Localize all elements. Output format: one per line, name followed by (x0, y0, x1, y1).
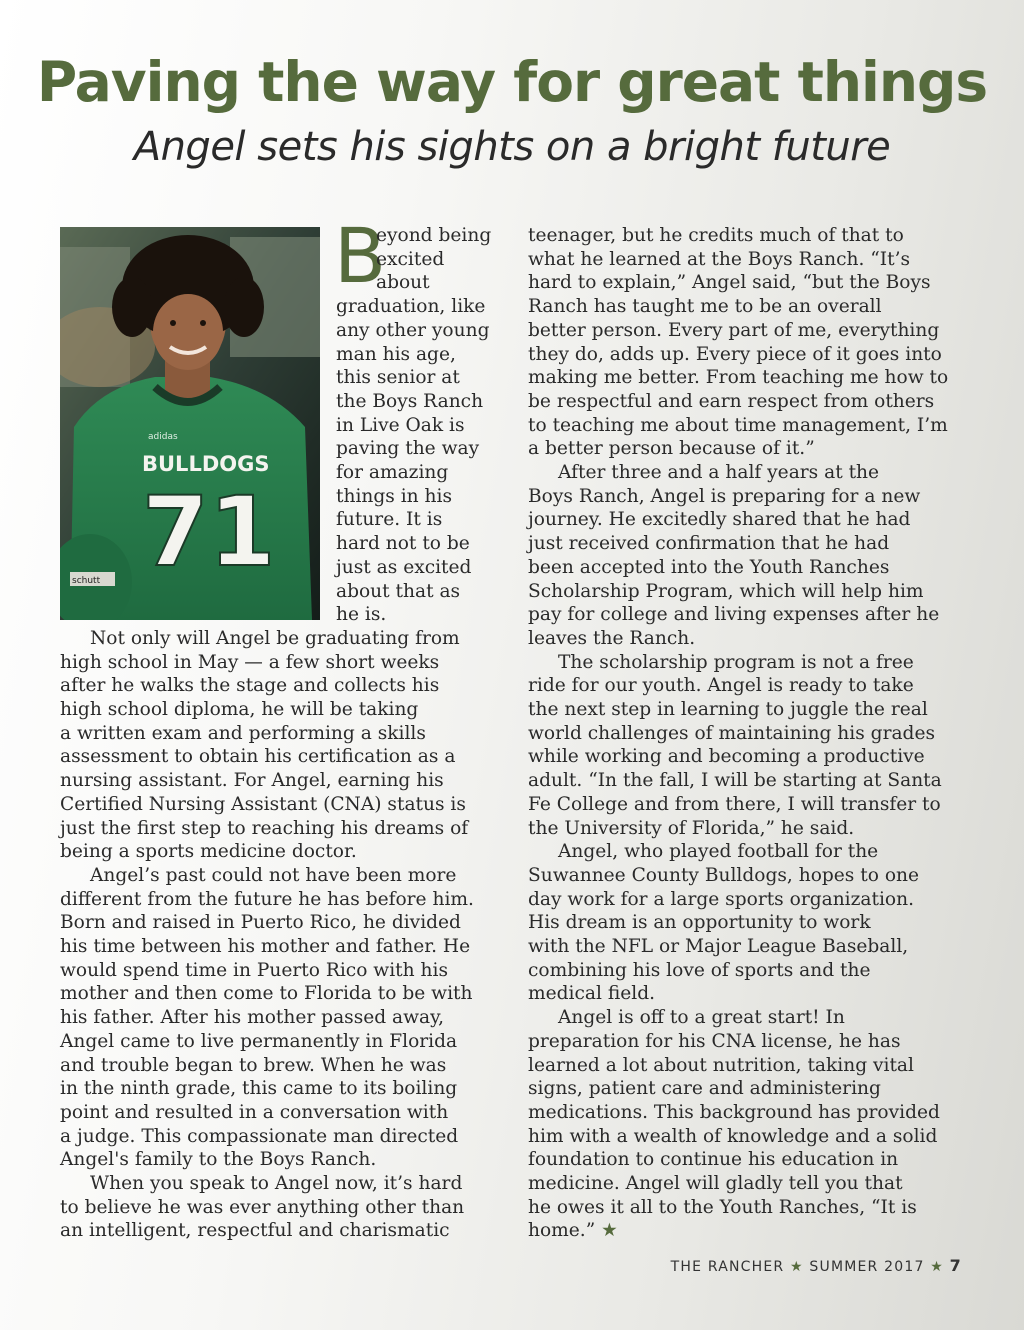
article-line: medications. This background has provided (528, 1101, 940, 1123)
article-line: a written exam and performing a skills (60, 722, 426, 744)
article-line: things in his (336, 485, 453, 507)
article-line: After three and a half years at the (558, 462, 880, 483)
article-line: graduation, like (336, 296, 486, 318)
article-line: a better person because of it.” (528, 438, 815, 460)
article-line: for amazing (336, 462, 449, 483)
helmet-brand: schutt (72, 576, 101, 586)
article-line: to teaching me about time management, I’m (528, 414, 948, 436)
article-line: Scholarship Program, which will help him (528, 580, 924, 602)
article-line: His dream is an opportunity to work (528, 912, 871, 934)
article-line: The scholarship program is not a free (558, 651, 914, 673)
star-icon: ★ (790, 1259, 804, 1275)
jersey-text: BULLDOGS (142, 452, 270, 476)
article-line: after he walks the stage and collects his (60, 675, 440, 697)
article-line: being a sports medicine doctor. (60, 841, 357, 863)
article-line: Born and raised in Puerto Rico, he divided (60, 912, 461, 934)
article-line: with the NFL or Major League Baseball, (528, 936, 909, 957)
page-number: 7 (949, 1256, 962, 1275)
article-line: Boys Ranch, Angel is preparing for a new (528, 485, 921, 507)
article-line: a judge. This compassionate man directed (60, 1125, 459, 1147)
article-line: been accepted into the Youth Ranches (528, 556, 890, 578)
article-line: about (376, 272, 430, 294)
article-line: while working and becoming a productive (528, 746, 925, 768)
article-line: would spend time in Puerto Rico with his (60, 959, 448, 981)
article-line: just as excited (336, 556, 472, 578)
article-line: preparation for his CNA license, he has (528, 1030, 901, 1052)
article-line: future. It is (336, 509, 443, 531)
article-line: ride for our youth. Angel is ready to take (528, 675, 914, 697)
article-line: Suwannee County Bulldogs, hopes to one (528, 864, 920, 886)
article-line: hard to explain,” Angel said, “but the Boys (528, 272, 931, 294)
article-line: world challenges of maintaining his grades (528, 722, 936, 744)
jersey-number: 71 (142, 476, 276, 588)
article-line: he is. (336, 604, 387, 626)
article-line: they do, adds up. Every piece of it goes into (528, 343, 942, 365)
article-line: Not only will Angel be graduating from (90, 627, 460, 649)
athlete-photo (60, 227, 320, 620)
article-line: combining his love of sports and the (528, 959, 871, 981)
article-line: Angel's family to the Boys Ranch. (60, 1149, 377, 1171)
article-line: medical field. (528, 983, 656, 1005)
article-line: eyond being (376, 225, 492, 246)
article-line: what he learned at the Boys Ranch. “It’s (528, 248, 911, 270)
article-line: Ranch has taught me to be an overall (528, 296, 882, 318)
article-line: signs, patient care and administering (528, 1078, 881, 1100)
article-line: his time between his mother and father. He (60, 936, 471, 957)
article-line: paving the way (336, 438, 480, 460)
article-line: the University of Florida,” he said. (528, 817, 855, 839)
article-line: an intelligent, respectful and charismatic (60, 1220, 450, 1242)
article-line: be respectful and earn respect from others (528, 390, 935, 412)
article-line: learned a lot about nutrition, taking vital (528, 1054, 914, 1076)
article-line: different from the future he has before him. (60, 888, 474, 910)
article-line: hard not to be (336, 533, 470, 555)
article-line: journey. He excitedly shared that he had (528, 509, 911, 531)
article-line: Fe College and from there, I will transfer to (528, 793, 941, 815)
article-line: about that as (336, 580, 461, 602)
star-icon: ★ (930, 1259, 944, 1275)
article-subtitle: Angel sets his sights on a bright future (133, 124, 891, 170)
footer-publication: THE RANCHER (670, 1259, 785, 1275)
article-line: high school in May — a few short weeks (60, 651, 440, 673)
article-line: him with a wealth of knowledge and a solid (528, 1125, 938, 1147)
article-line: in the ninth grade, this came to its boiling (60, 1078, 458, 1100)
article-line: in Live Oak is (336, 414, 465, 436)
article-line: mother and then come to Florida to be with (60, 983, 473, 1005)
article-line: medicine. Angel will gladly tell you that (528, 1173, 903, 1194)
article-line: nursing assistant. For Angel, earning his (60, 770, 444, 792)
article-line: Angel came to live permanently in Florida (60, 1030, 458, 1052)
article-line: to believe he was ever anything other than (60, 1196, 465, 1218)
article-line: leaves the Ranch. (528, 627, 696, 649)
article-line: excited (376, 248, 445, 270)
article-line: foundation to continue his education in (528, 1149, 899, 1171)
article-line: this senior at (336, 367, 460, 389)
article-line: Angel is off to a great start! In (558, 1007, 845, 1029)
article-line: the next step in learning to juggle the real (528, 699, 928, 720)
drop-cap: B (334, 211, 387, 300)
article-line: Angel, who played football for the (558, 841, 879, 863)
article-line: home.” ★ (528, 1220, 618, 1242)
article-line: just the first step to reaching his dreams of (60, 817, 469, 839)
article-line: When you speak to Angel now, it’s hard (90, 1173, 463, 1194)
article-line: and trouble began to brew. When he was (60, 1054, 447, 1076)
jersey-brand: adidas (148, 432, 178, 442)
article-line: his father. After his mother passed away, (60, 1007, 445, 1029)
footer-issue: SUMMER 2017 (809, 1259, 925, 1275)
article-line: he owes it all to the Youth Ranches, “It is (528, 1196, 917, 1218)
article-line: any other young (336, 319, 490, 341)
page-footer (671, 1256, 962, 1275)
article-line: Certified Nursing Assistant (CNA) status is (60, 793, 466, 815)
end-star-icon: ★ (595, 1220, 618, 1242)
article-line: teenager, but he credits much of that to (528, 225, 904, 246)
article-line: better person. Every part of me, everything (528, 319, 940, 341)
article-line: assessment to obtain his certification as a (60, 746, 456, 768)
article-line: adult. “In the fall, I will be starting at Santa (528, 770, 942, 792)
article-line: high school diploma, he will be taking (60, 699, 419, 720)
article-line: day work for a large sports organization. (528, 888, 915, 910)
article-title: Paving the way for great things (36, 50, 988, 114)
article-line: man his age, (336, 343, 456, 365)
article-line: the Boys Ranch (336, 390, 484, 412)
article-line: point and resulted in a conversation with (60, 1101, 449, 1123)
article-line: Angel’s past could not have been more (90, 864, 457, 886)
article-line: pay for college and living expenses after he (528, 604, 940, 626)
article-line: making me better. From teaching me how to (528, 367, 949, 389)
article-line: just received confirmation that he had (528, 533, 890, 555)
